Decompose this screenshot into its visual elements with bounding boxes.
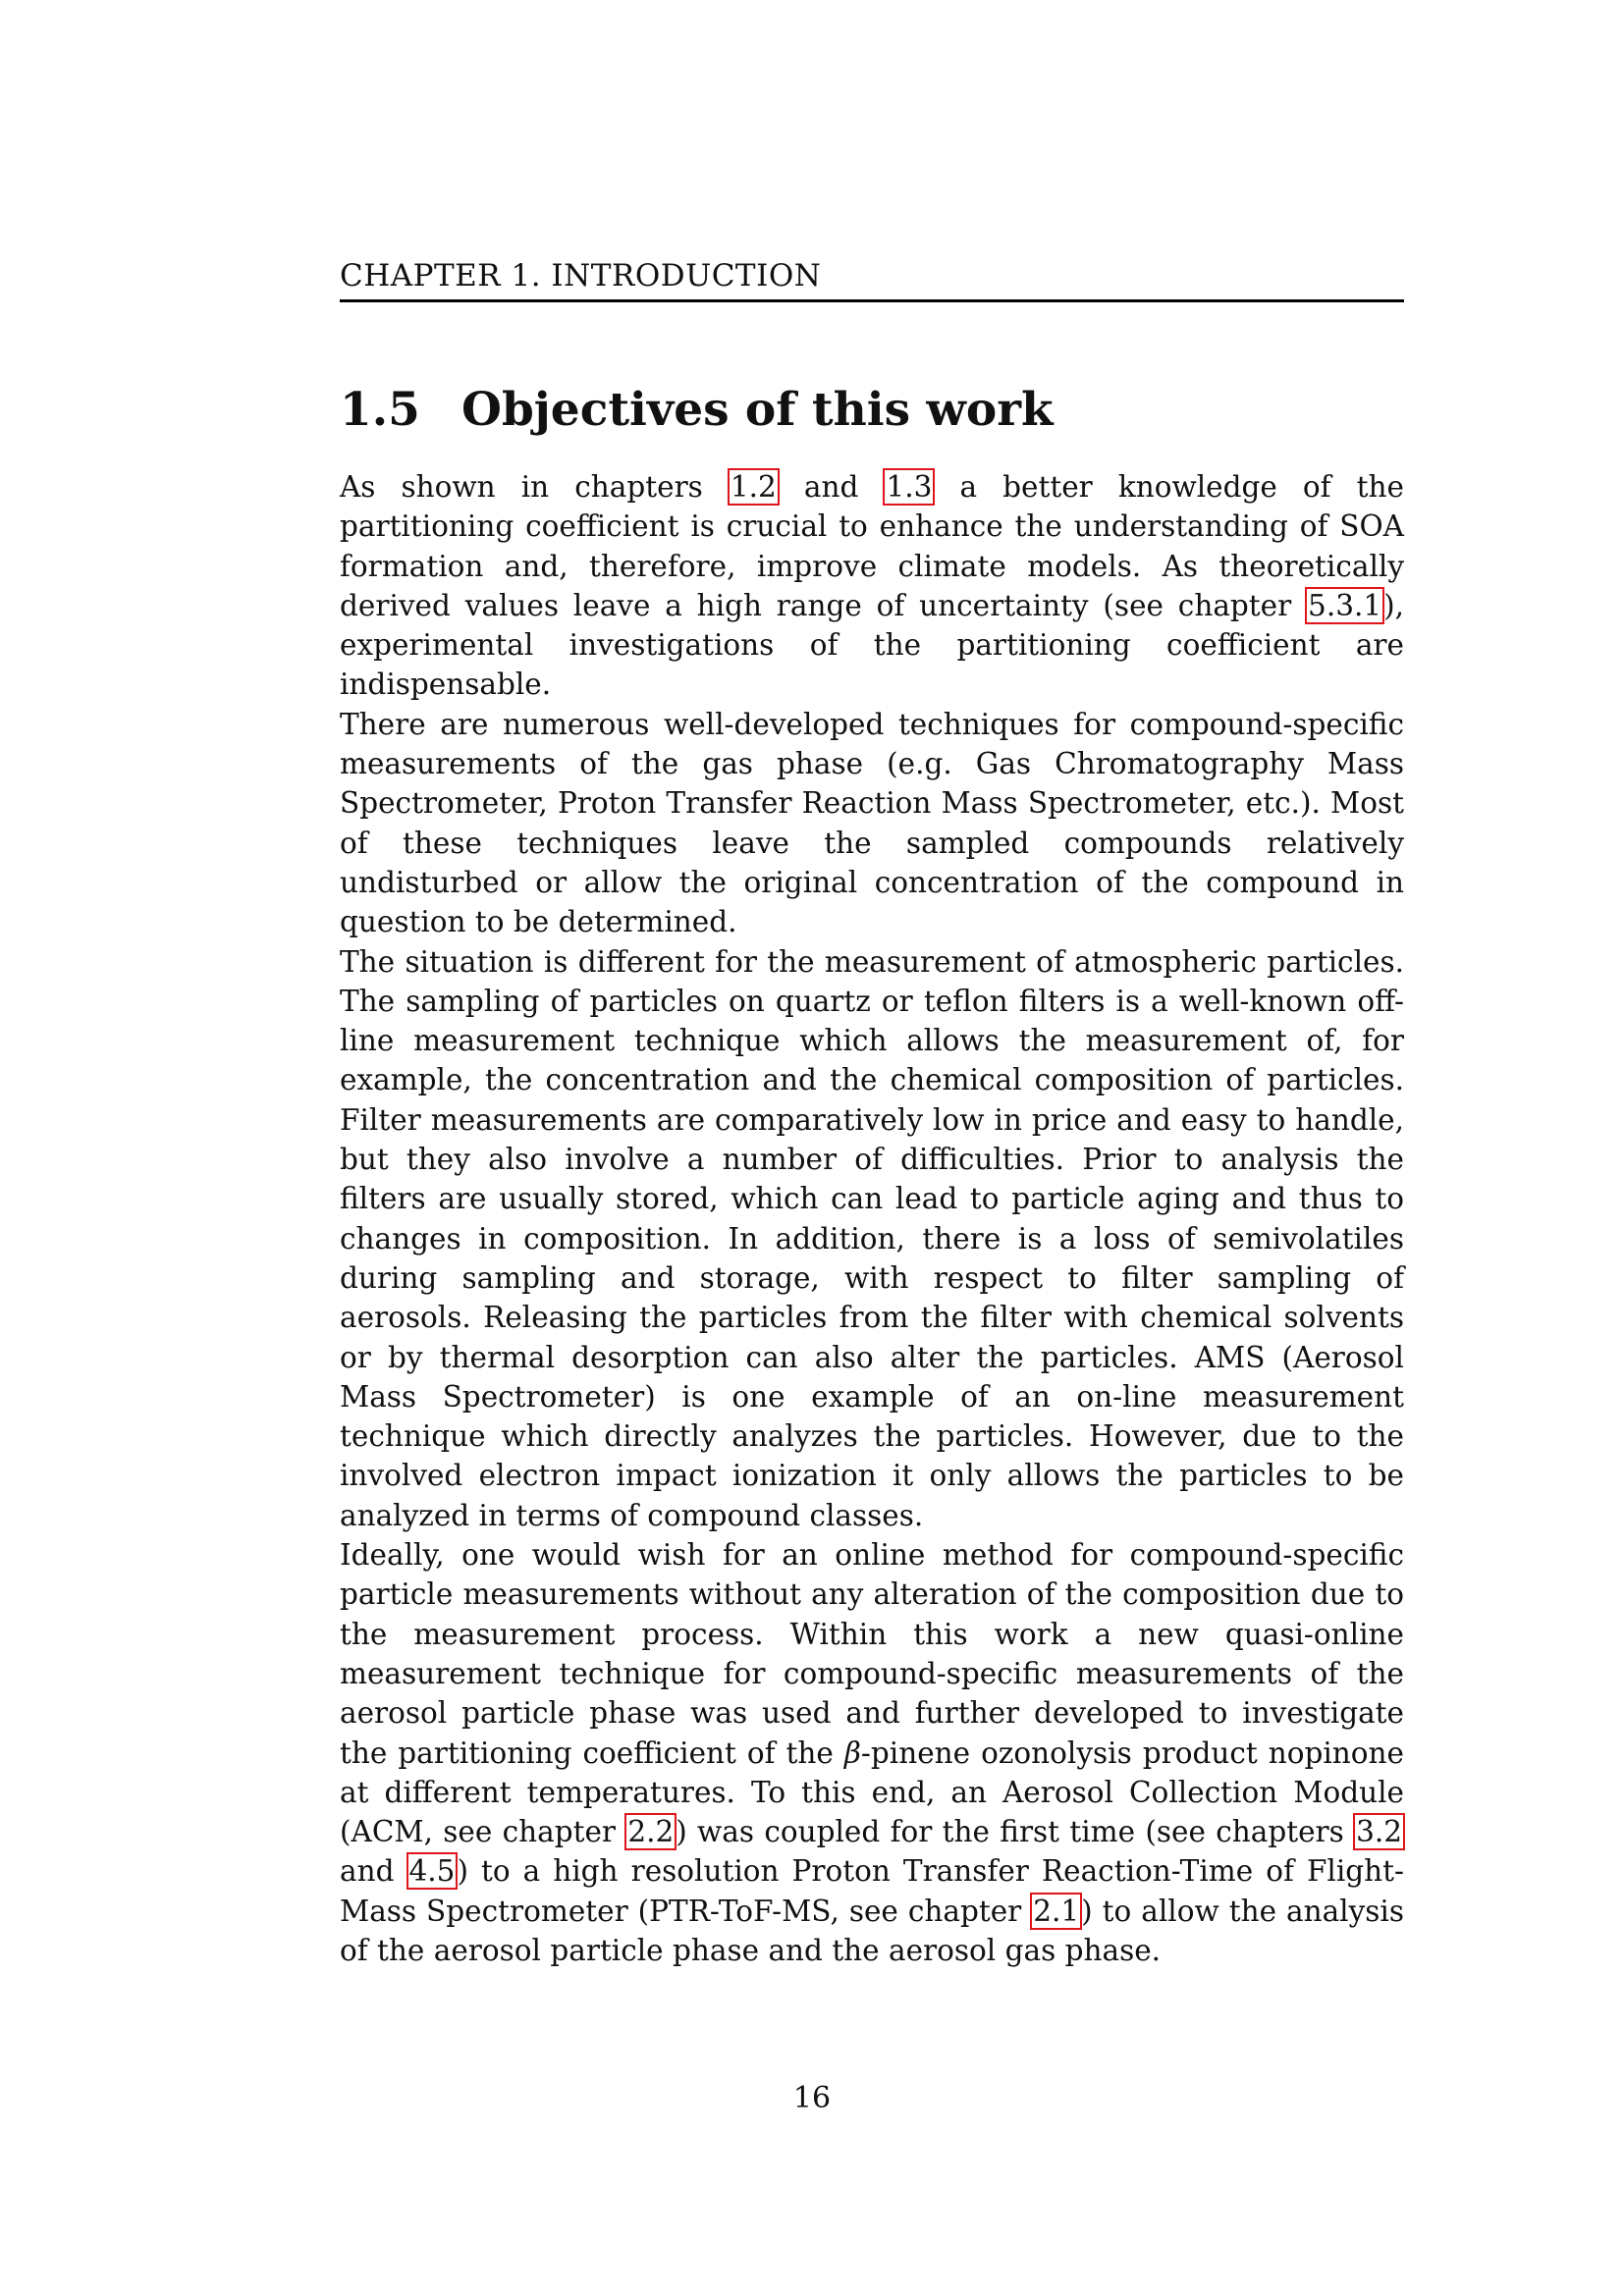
- text-run: Ideally, one would wish for an online method for compound-specific particle measurements without any alteration of the composition due to the measurement process. Within this work a new quasi-online measurement technique for compound-specific measurements of the aerosol particle phase was used and further developed to investigate the partitioning coefficient of the: [340, 1538, 1404, 1770]
- ref-link-chapter-4-5[interactable]: 4.5: [406, 1852, 459, 1890]
- text-run: and: [340, 1854, 407, 1889]
- paragraph-3: [340, 942, 1404, 1535]
- paragraph-1: [340, 467, 1404, 705]
- ref-link-chapter-3-2[interactable]: 3.2: [1353, 1813, 1405, 1850]
- section-title: Objectives of this work: [461, 383, 1054, 437]
- ref-link-chapter-2-2[interactable]: 2.2: [624, 1813, 677, 1850]
- text-run: and: [778, 470, 885, 504]
- text-run: The situation is different for the measurement of atmospheric particles. The sampling of particles on quartz or teflon filters is a well-known off-line measurement technique which allows the measurement of, for example, the concentration and the chemical composition of particles. Filter measurements are comparatively low in price and easy to handle, but they also involve a number of difficulties. Prior to analysis the filters are usually stored, which can lead to particle aging and thus to changes in composition. In addition, there is a loss of semivolatiles during sampling and storage, with respect to filter sampling of aerosols. Releasing the particles from the filter with chemical solvents or by thermal desorption can also alter the particles. AMS (Aerosol Mass Spectrometer) is one example of an on-line measurement technique which directly analyzes the particles. However, due to the involved electron impact ionization it only allows the particles to be analyzed in terms of compound classes.: [340, 944, 1404, 1532]
- ref-link-chapter-5-3-1[interactable]: 5.3.1: [1305, 587, 1384, 624]
- running-head: CHAPTER 1. INTRODUCTION: [340, 258, 822, 294]
- body-text: [340, 467, 1404, 1970]
- ref-link-chapter-2-1[interactable]: 2.1: [1030, 1893, 1082, 1930]
- paragraph-4: [340, 1535, 1404, 1970]
- header-rule: [340, 299, 1404, 302]
- text-run: As shown in chapters: [340, 470, 729, 504]
- text-run: ) was coupled for the first time (see chapters: [676, 1815, 1355, 1849]
- text-run: ) to a high resolution Proton Transfer Reaction-Time of Flight-Mass Spectrometer (PTR-ToF-MS, see chapter: [340, 1854, 1404, 1928]
- text-run: a better knowledge of the partitioning coefficient is crucial to enhance the understanding of SOA formation and, therefore, improve climate models. As theoretically derived values leave a high range of uncertainty (see chapter: [340, 470, 1404, 622]
- beta-symbol: β: [843, 1735, 861, 1770]
- text-run: There are numerous well-developed techniques for compound-specific measurements of the gas phase (e.g. Gas Chromatography Mass Spectrometer, Proton Transfer Reaction Mass Spectrometer, etc.). Most of these techniques leave the sampled compounds relatively undisturbed or allow the original concentration of the compound in question to be determined.: [340, 707, 1404, 939]
- section-number: 1.5: [340, 383, 420, 437]
- ref-link-chapter-1-2[interactable]: 1.2: [728, 468, 780, 506]
- text-run: ) to allow the analysis of the aerosol particle phase and the aerosol gas phase.: [340, 1894, 1404, 1967]
- text-run: -pinene ozonolysis product nopinone at different temperatures. To this end, an Aerosol Collection Module (ACM, see chapter: [340, 1735, 1404, 1849]
- section-heading: [340, 381, 1404, 440]
- ref-link-chapter-1-3[interactable]: 1.3: [883, 468, 935, 506]
- text-run: ), experimental investigations of the partitioning coefficient are indispensable.: [340, 588, 1404, 702]
- paragraph-2: [340, 705, 1404, 942]
- page-number: 16: [792, 2081, 832, 2115]
